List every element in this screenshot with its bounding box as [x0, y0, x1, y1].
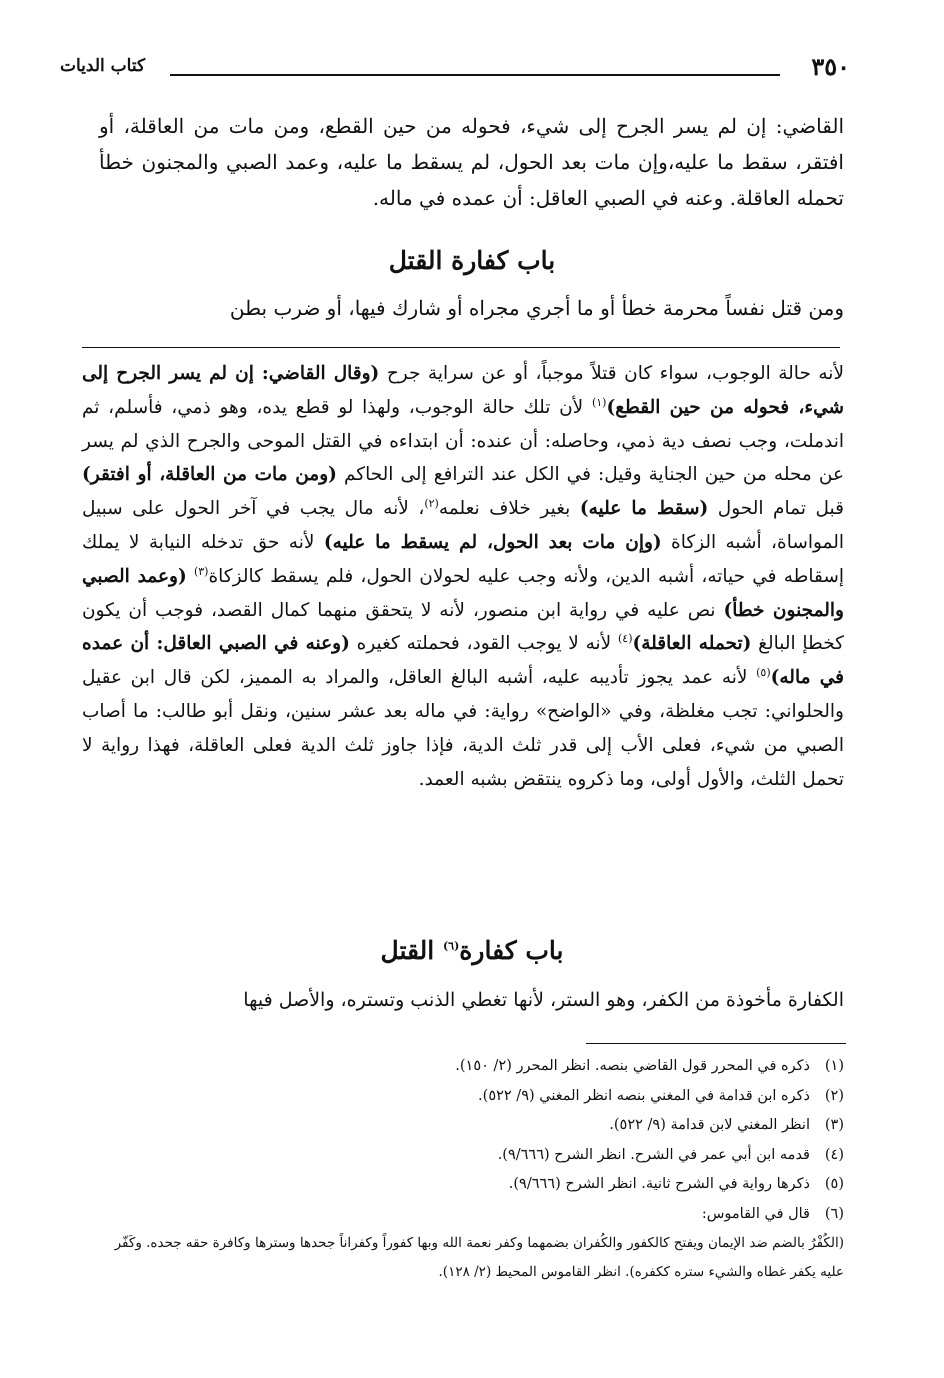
commentary-segment: نص عليه في رواية ابن منصور، لأنه لا يتحقق منهما كمال القصد، فوجب أن يكون كخطإ البالغ: [82, 599, 844, 655]
footnotes: [99, 1052, 844, 1287]
commentary-block: [82, 357, 844, 796]
footnote-number: (٤): [824, 1146, 844, 1163]
footnote-item: [99, 1170, 844, 1200]
commentary-segment: لأن تلك حالة الوجوب، ولهذا لو قطع يده، وهو ذمي، فأسلم، ثم اندملت، وجب نصف دية ذمي، وحاصله: أن عنده: أن ابتداءه في القتل الموحى والجرح الذي لم يسر عن محله من حين الجناية وقيل: في الكل عند الترافع إلى الحاكم: [82, 396, 844, 486]
footnote-text: ذكره ابن قدامة في المغني بنصه انظر المغني (٩/ ٥٢٢).: [478, 1087, 810, 1104]
commentary-segment: بغير خلاف نعلمه: [438, 498, 580, 520]
footnote-text: ذكرها رواية في الشرح ثانية. انظر الشرح (٩/٦٦٦).: [508, 1176, 810, 1192]
footnote-text: قال في القاموس:: [701, 1205, 810, 1222]
footnote-ref: (٥): [756, 666, 771, 680]
matn-sharh-divider: [82, 347, 840, 348]
footnote-text: انظر المغني لابن قدامة (٩/ ٥٢٢).: [609, 1117, 810, 1133]
footnote-ref: (٤): [617, 632, 633, 646]
section2-intro: الكفارة مأخوذة من الكفر، وهو الستر، لأنها تغطي الذنب وتستره، والأصل فيها: [243, 989, 844, 1011]
matn-text: القاضي: إن لم يسر الجرح إلى شيء، فحوله من حين القطع، ومن مات من العاقلة، أو افتقر، سقط ما عليه،وإن مات بعد الحول، لم يسقط ما عليه، وعمد الصبي والمجنون خطأ تحمله العاقلة. وعنه في الصبي العاقل: أن عمده في ماله.: [99, 114, 844, 210]
footnote-rule: [586, 1043, 846, 1044]
commentary-segment: قبل تمام الحول: [708, 498, 844, 520]
footnote-number: (٦): [824, 1205, 844, 1222]
commentary-segment: لأنه حالة الوجوب، سواء كان قتلاً موجباً، أو عن سراية جرح: [379, 363, 845, 384]
footnote-item: [99, 1111, 844, 1141]
quoted-matn: (وعمد الصبي والمجنون خطأ): [82, 565, 844, 621]
matn-paragraph: [99, 108, 844, 216]
footnote-ref: (٦): [442, 939, 460, 953]
section2-title-main: باب كفارة: [459, 936, 564, 965]
section2-title-end: القتل: [380, 936, 443, 965]
commentary-segment: لأنه عمد يجوز تأديبه عليه، أشبه البالغ العاقل، والمراد به المميز، لكن قال ابن عقيل والحلواني: تجب مغلظة، وفي «الواضح» رواية: في ماله بعد عشر سنين، ونقل أبو طالب: ما أصاب الصبي من شيء، فعلى الأب إلى قدر ثلث الدية، فإذا جاوز ثلث الدية فعلى العاقلة، فهذا رواية لا تحمل الثلث، والأول أولى، وما ذكروه ينتقض بشبه العمد.: [82, 667, 844, 790]
footnote-item: [99, 1141, 844, 1171]
quoted-matn: (وعنه في الصبي العاقل: أن عمده في ماله): [82, 633, 844, 689]
section-title-kaffara-2: [0, 936, 944, 965]
commentary-segment: لأنه حق تدخله النيابة لا يملك إسقاطه في حياته، أشبه الدين، ولأنه وجب عليه لحولان الحول، فلم يسقط كالزكاة: [82, 531, 845, 587]
section-title-kaffara: باب كفارة القتل: [388, 246, 556, 275]
footnote-list: [99, 1052, 844, 1229]
quoted-matn: (تحمله العاقلة): [632, 633, 752, 655]
footnote-item: [99, 1052, 844, 1082]
section1-matn: [99, 290, 844, 326]
quoted-matn: (وقال القاضي: إن لم يسر الجرح إلى شيء، فحوله من حين القطع): [82, 363, 844, 418]
page-number: ٣٥٠: [811, 52, 850, 81]
section1-text: ومن قتل نفساً محرمة خطأ أو ما أجري مجراه أو شارك فيها، أو ضرب بطن: [229, 296, 844, 320]
footnote-number: (١): [824, 1058, 844, 1074]
footnote-6-quote: (الكُفْرُ بالضم ضد الإيمان ويفتح كالكفور والكُفران بضمهما وكفر نعمة الله وبها كفوراً وكفراناً جحدها وسترها وكافرة حقه جحده. وكَفّر عليه يكفر غطاه والشيء ستره ككفره). انظر القاموس المحيط (٢/ ١٢٨).: [114, 1235, 844, 1280]
footnote-number: (٥): [824, 1176, 844, 1192]
footnote-text: قدمه ابن أبي عمر في الشرح. انظر الشرح (٩/٦٦٦).: [497, 1146, 810, 1163]
quoted-matn: (ومن مات من العاقلة، أو افتقر): [82, 464, 337, 486]
footnote-ref: (٣): [193, 564, 209, 578]
quoted-matn: (سقط ما عليه): [579, 498, 709, 520]
quoted-matn: (وإن مات بعد الحول، لم يسقط ما عليه): [323, 531, 662, 553]
footnote-ref: (١): [591, 395, 607, 409]
footnote-number: (٣): [824, 1117, 844, 1133]
page-header: [60, 52, 850, 82]
running-title: كتاب الديات: [60, 56, 146, 76]
footnote-item: [99, 1200, 844, 1230]
commentary-segment: [187, 566, 194, 587]
footnote-text: ذكره في المحرر قول القاضي بنصه. انظر المحرر (٢/ ١٥٠).: [455, 1058, 810, 1074]
footnote-item: [99, 1082, 844, 1112]
header-rule: [170, 74, 780, 76]
commentary-text: [82, 357, 844, 796]
footnote-number: (٢): [824, 1087, 844, 1104]
commentary-segment: لأنه لا يوجب القود، فحملته كغيره: [349, 633, 618, 655]
commentary-segment: ، لأنه مال يجب في آخر الحول على سبيل المواساة، أشبه الزكاة: [82, 498, 844, 553]
footnote-ref: (٢): [424, 497, 439, 511]
